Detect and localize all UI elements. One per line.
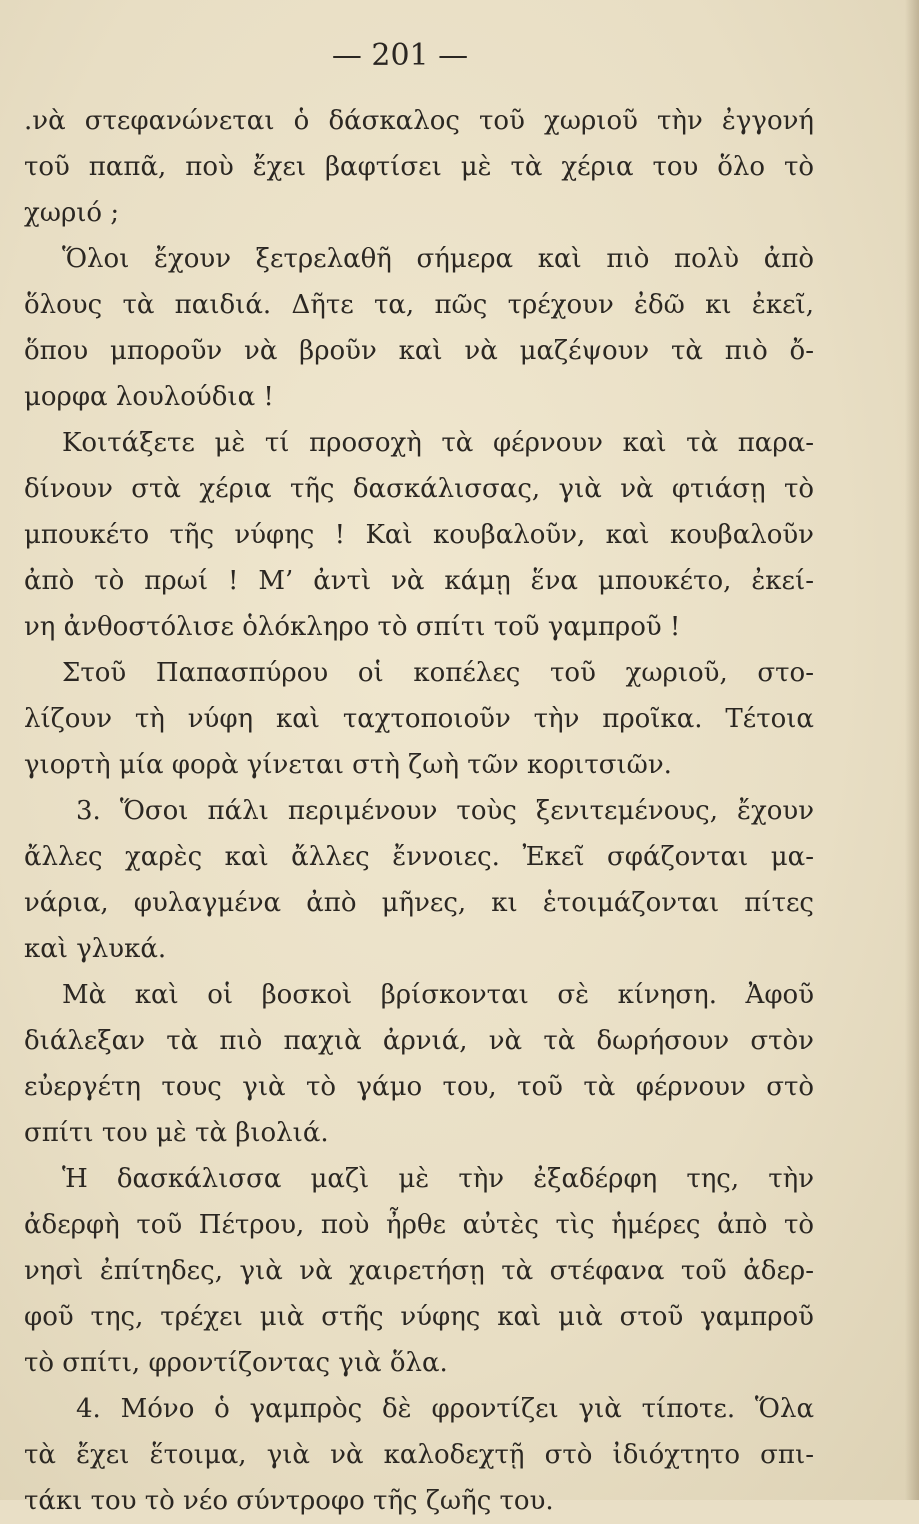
text-line: νάρια, φυλαγμένα ἀπὸ μῆνες, κι ἑτοιμάζονται πίτες (24, 888, 814, 918)
text-line: τὰ ἔχει ἕτοιμα, γιὰ νὰ καλοδεχτῇ στὸ ἰδιόχτητο σπι- (24, 1440, 814, 1470)
text-line: σπίτι του μὲ τὰ βιολιά. (24, 1118, 329, 1148)
text-line: 3. Ὅσοι πάλι περιμένουν τοὺς ξενιτεμένους, ἔχουν (76, 796, 814, 826)
text-line: Ἡ δασκάλισσα μαζὶ μὲ τὴν ἐξαδέρφη της, τὴν (62, 1164, 814, 1194)
text-line: εὐεργέτη τους γιὰ τὸ γάμο του, τοῦ τὰ φέρνουν στὸ (24, 1072, 814, 1102)
text-line: μπουκέτο τῆς νύφης ! Καὶ κουβαλοῦν, καὶ κουβαλοῦν (24, 520, 814, 550)
page-edge-shadow (905, 0, 919, 1500)
text-line: δίνουν στὰ χέρια τῆς δασκάλισσας, γιὰ νὰ φτιάσῃ τὸ (24, 474, 814, 504)
text-line: Ὅλοι ἔχουν ξετρελαθῆ σήμερα καὶ πιὸ πολὺ ἀπὸ (62, 244, 814, 274)
text-line: τὸ σπίτι, φροντίζοντας γιὰ ὅλα. (24, 1348, 448, 1378)
text-line: χωριό ; (24, 198, 120, 228)
text-line: Στοῦ Παπασπύρου οἱ κοπέλες τοῦ χωριοῦ, στο- (62, 658, 814, 688)
text-line: μορφα λουλούδια ! (24, 382, 274, 412)
text-line: .νὰ στεφανώνεται ὁ δάσκαλος τοῦ χωριοῦ τὴν ἐγγονή (24, 106, 814, 136)
text-line: 4. Μόνο ὁ γαμπρὸς δὲ φροντίζει γιὰ τίποτε. Ὅλα (76, 1394, 814, 1424)
text-line: γιορτὴ μία φορὰ γίνεται στὴ ζωὴ τῶν κοριτσιῶν. (24, 750, 672, 780)
text-line: λίζουν τὴ νύφη καὶ ταχτοποιοῦν τὴν προῖκα. Τέτοια (24, 704, 814, 734)
text-line: φοῦ της, τρέχει μιὰ στῆς νύφης καὶ μιὰ στοῦ γαμπροῦ (24, 1302, 814, 1332)
text-line: τοῦ παπᾶ, ποὺ ἔχει βαφτίσει μὲ τὰ χέρια του ὅλο τὸ (24, 152, 814, 182)
body-text (24, 98, 814, 1524)
text-line: ὅλους τὰ παιδιά. Δῆτε τα, πῶς τρέχουν ἐδῶ κι ἐκεῖ, (24, 290, 814, 320)
text-line: ἄλλες χαρὲς καὶ ἄλλες ἔννοιες. Ἐκεῖ σφάζονται μα- (24, 842, 814, 872)
text-line: νησὶ ἐπίτηδες, γιὰ νὰ χαιρετήσῃ τὰ στέφανα τοῦ ἀδερ- (24, 1256, 814, 1286)
text-line: ἀδερφὴ τοῦ Πέτρου, ποὺ ἦρθε αὐτὲς τὶς ἡμέρες ἀπὸ τὸ (24, 1210, 814, 1240)
text-line: τάκι του τὸ νέο σύντροφο τῆς ζωῆς του. (24, 1486, 554, 1516)
page-number: — 201 — (331, 38, 469, 73)
text-line: νη ἀνθοστόλισε ὁλόκληρο τὸ σπίτι τοῦ γαμπροῦ ! (24, 612, 681, 642)
text-line: ὅπου μποροῦν νὰ βροῦν καὶ νὰ μαζέψουν τὰ πιὸ ὄ- (24, 336, 814, 366)
text-line: Μὰ καὶ οἱ βοσκοὶ βρίσκονται σὲ κίνηση. Ἀφοῦ (62, 980, 814, 1010)
text-line: Κοιτάξετε μὲ τί προσοχὴ τὰ φέρνουν καὶ τὰ παρα- (62, 428, 814, 458)
text-line: διάλεξαν τὰ πιὸ παχιὰ ἀρνιά, νὰ τὰ δωρήσουν στὸν (24, 1026, 814, 1056)
text-line: ἀπὸ τὸ πρωί ! Μ’ ἀντὶ νὰ κάμῃ ἕνα μπουκέτο, ἐκεί- (24, 566, 814, 596)
text-line: καὶ γλυκά. (24, 934, 167, 964)
